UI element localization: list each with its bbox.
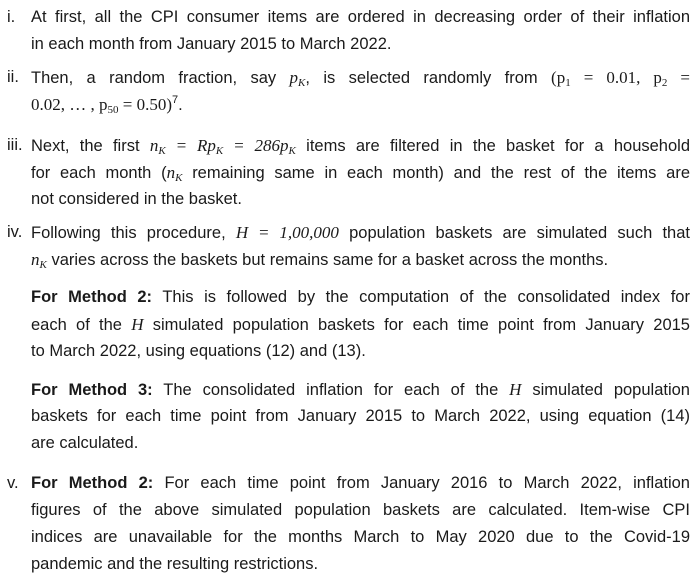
math-expression: 0.02, … , $p_{50} = 0.50$) xyxy=(31,95,172,116)
list-item-text xyxy=(31,132,690,213)
method-label: For Method 2: xyxy=(31,474,154,492)
footnote-ref: 7 xyxy=(172,94,179,106)
text-line: For Method 2: For each time point from January 2016 to March 2022, inflation xyxy=(31,474,690,492)
math-expression: H = 1,00,000 xyxy=(235,223,339,242)
math-expression: ($p_1 = 0.01$, $p_2$ = xyxy=(551,68,691,89)
list-item-text xyxy=(31,64,690,118)
math-expression: $n_K = Rp_K = 286p_K$ xyxy=(149,136,296,157)
text-line: to March 2022, using equations (12) and (13). xyxy=(31,342,366,360)
text-line: pandemic and the resulting restrictions. xyxy=(31,555,319,573)
list-item-text xyxy=(31,4,690,58)
list-item-text xyxy=(31,219,690,273)
text-line: Following this procedure, H = 1,00,000 population baskets are simulated such that xyxy=(31,223,690,242)
paragraph-text xyxy=(31,284,690,365)
text-line: not considered in the basket. xyxy=(31,190,242,208)
text-line: in each month from January 2015 to March 2022. xyxy=(31,35,392,53)
list-item-text xyxy=(31,470,690,578)
text-line: indices are unavailable for the months March to May 2020 due to the Covid-19 xyxy=(31,528,690,546)
method-label: For Method 2: xyxy=(31,288,153,306)
list-marker: iv. xyxy=(7,223,23,241)
text-line: For Method 2: This is followed by the computation of the consolidated index for xyxy=(31,288,690,306)
paragraph-text xyxy=(31,376,690,457)
text-line: each of the H simulated population baskets for each time point from January 2015 xyxy=(31,315,690,334)
list-marker: iii. xyxy=(7,136,23,154)
text-line: baskets for each time point from January 2015 to March 2022, using equation (14) xyxy=(31,407,690,425)
text-line: $n_K$ varies across the baskets but remains same for a basket across the months. xyxy=(31,250,609,271)
text-line: At first, all the CPI consumer items are ordered in decreasing order of their inflation xyxy=(31,8,690,26)
list-marker: v. xyxy=(7,474,19,492)
list-marker: i. xyxy=(7,8,16,26)
text-line: figures of the above simulated population baskets are calculated. Item-wise CPI xyxy=(31,501,690,519)
text-line: Then, a random fraction, say $p_K$, is selected randomly from ($p_1 = 0.01$, $p_2$ = xyxy=(31,68,691,89)
list-marker: ii. xyxy=(7,68,19,86)
text-line: 0.02, … , $p_{50} = 0.50)^7$. xyxy=(31,94,183,116)
text-line: are calculated. xyxy=(31,434,139,452)
text-line: for each month ($n_K$ remaining same in each month) and the rest of the items are xyxy=(31,163,690,184)
method-label: For Method 3: xyxy=(31,381,153,399)
text-line: Next, the first $n_K = Rp_K = 286p_K$ items are filtered in the basket for a household xyxy=(31,136,690,157)
text-line: For Method 3: The consolidated inflation for each of the H simulated population xyxy=(31,380,690,399)
